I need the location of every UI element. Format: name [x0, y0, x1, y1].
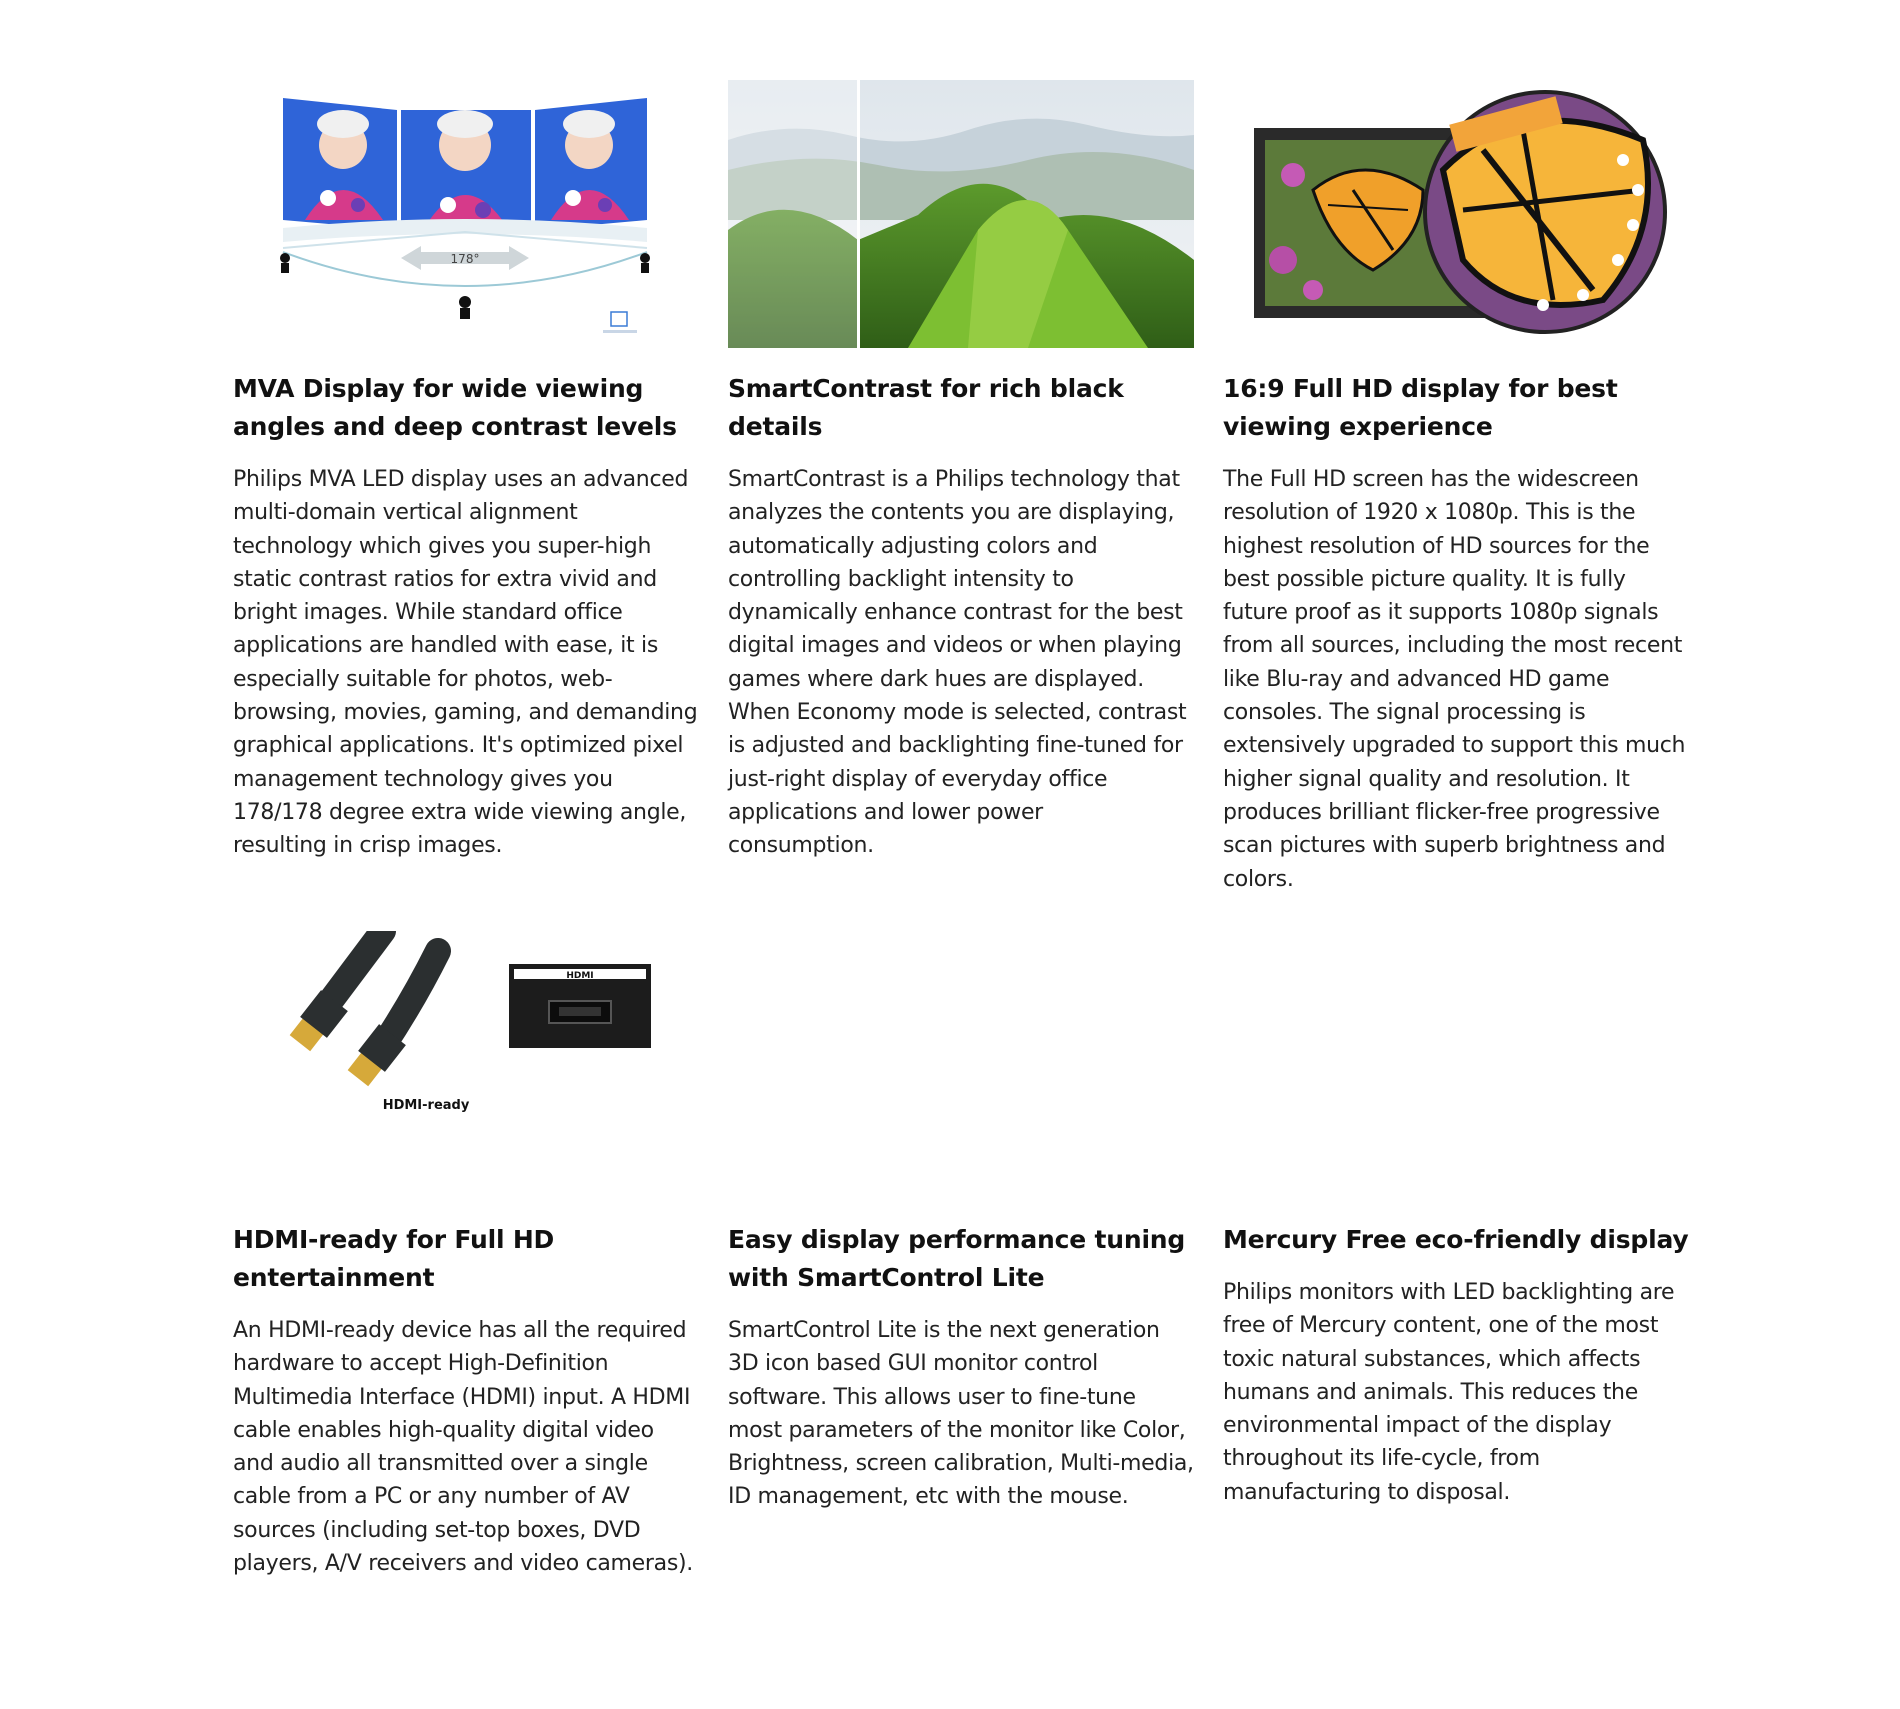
- feature-card-smartcontrol: [728, 931, 1194, 1580]
- smartcontrol-image-placeholder: [728, 931, 1194, 1199]
- feature-description: Philips monitors with LED backlighting are free of Mercury content, one of the most toxic natural substances, which affects humans and animals. This reduces the environmental impact of the display throughout its life-cycle, from manufacturing to disposal.: [1223, 1280, 1675, 1505]
- mercury-free-image-placeholder: [1223, 931, 1689, 1199]
- hdmi-ready-label: HDMI-ready: [382, 1098, 470, 1113]
- hdmi-port-label: HDMI: [566, 971, 594, 981]
- feature-row-2: [233, 931, 1689, 1580]
- feature-title: HDMI-ready for Full HD entertainment: [233, 1225, 555, 1292]
- feature-card-mercury-free: [1223, 931, 1689, 1580]
- mva-viewing-angle-image: [233, 80, 699, 348]
- smartcontrast-landscape-image: [728, 80, 1194, 348]
- fullhd-butterfly-image: [1223, 80, 1689, 348]
- feature-title: MVA Display for wide viewing angles and deep contrast levels: [233, 374, 677, 441]
- feature-row-1: [233, 80, 1686, 896]
- feature-description: The Full HD screen has the widescreen resolution of 1920 x 1080p. This is the highest resolution of HD sources for the best possible picture quality. It is fully future proof as it supports 1080p signals from all sources, including the most recent like Blu-ray and advanced HD game consoles. The signal processing is extensively upgraded to support this much higher signal quality and resolution. It produces brilliant flicker-free progressive scan pictures with superb brightness and colors.: [1223, 467, 1686, 892]
- hdmi-cable-image: [233, 931, 699, 1199]
- feature-description: SmartContrast is a Philips technology that analyzes the contents you are displaying, automatically adjusting colors and controlling backlight intensity to dynamically enhance contrast for the best digital images and videos or when playing games where dark hues are displayed. When Economy mode is selected, contrast is adjusted and backlighting fine-tuned for just-right display of everyday office applications and lower power consumption.: [728, 467, 1187, 859]
- feature-card-hdmi: [233, 931, 699, 1580]
- feature-description: SmartControl Lite is the next generation 3D icon based GUI monitor control software. This allows user to fine-tune most parameters of the monitor like Color, Brightness, screen calibration, Multi-media, ID management, etc with the mouse.: [728, 1318, 1194, 1510]
- feature-card-mva: [233, 80, 699, 896]
- feature-description: An HDMI-ready device has all the required hardware to accept High-Definition Multimedia Interface (HDMI) input. A HDMI cable enables high-quality digital video and audio all transmitted over a single cable from a PC or any number of AV sources (including set-top boxes, DVD players, A/V receivers and video cameras).: [233, 1318, 693, 1577]
- feature-description: Philips MVA LED display uses an advanced multi-domain vertical alignment technology which gives you super-high static contrast ratios for extra vivid and bright images. While standard office applications are handled with ease, it is especially suitable for photos, web-browsing, movies, gaming, and demanding graphical applications. It's optimized pixel management technology gives you 178/178 degree extra wide viewing angle, resulting in crisp images.: [233, 467, 698, 859]
- angle-label: 178°: [450, 252, 480, 266]
- feature-title: Easy display performance tuning with SmartControl Lite: [728, 1225, 1186, 1292]
- feature-title: 16:9 Full HD display for best viewing experience: [1223, 374, 1618, 441]
- feature-card-smartcontrast: [728, 80, 1194, 896]
- feature-title: SmartContrast for rich black details: [728, 374, 1124, 441]
- feature-card-fullhd: [1223, 80, 1689, 896]
- feature-title: Mercury Free eco-friendly display: [1223, 1225, 1689, 1254]
